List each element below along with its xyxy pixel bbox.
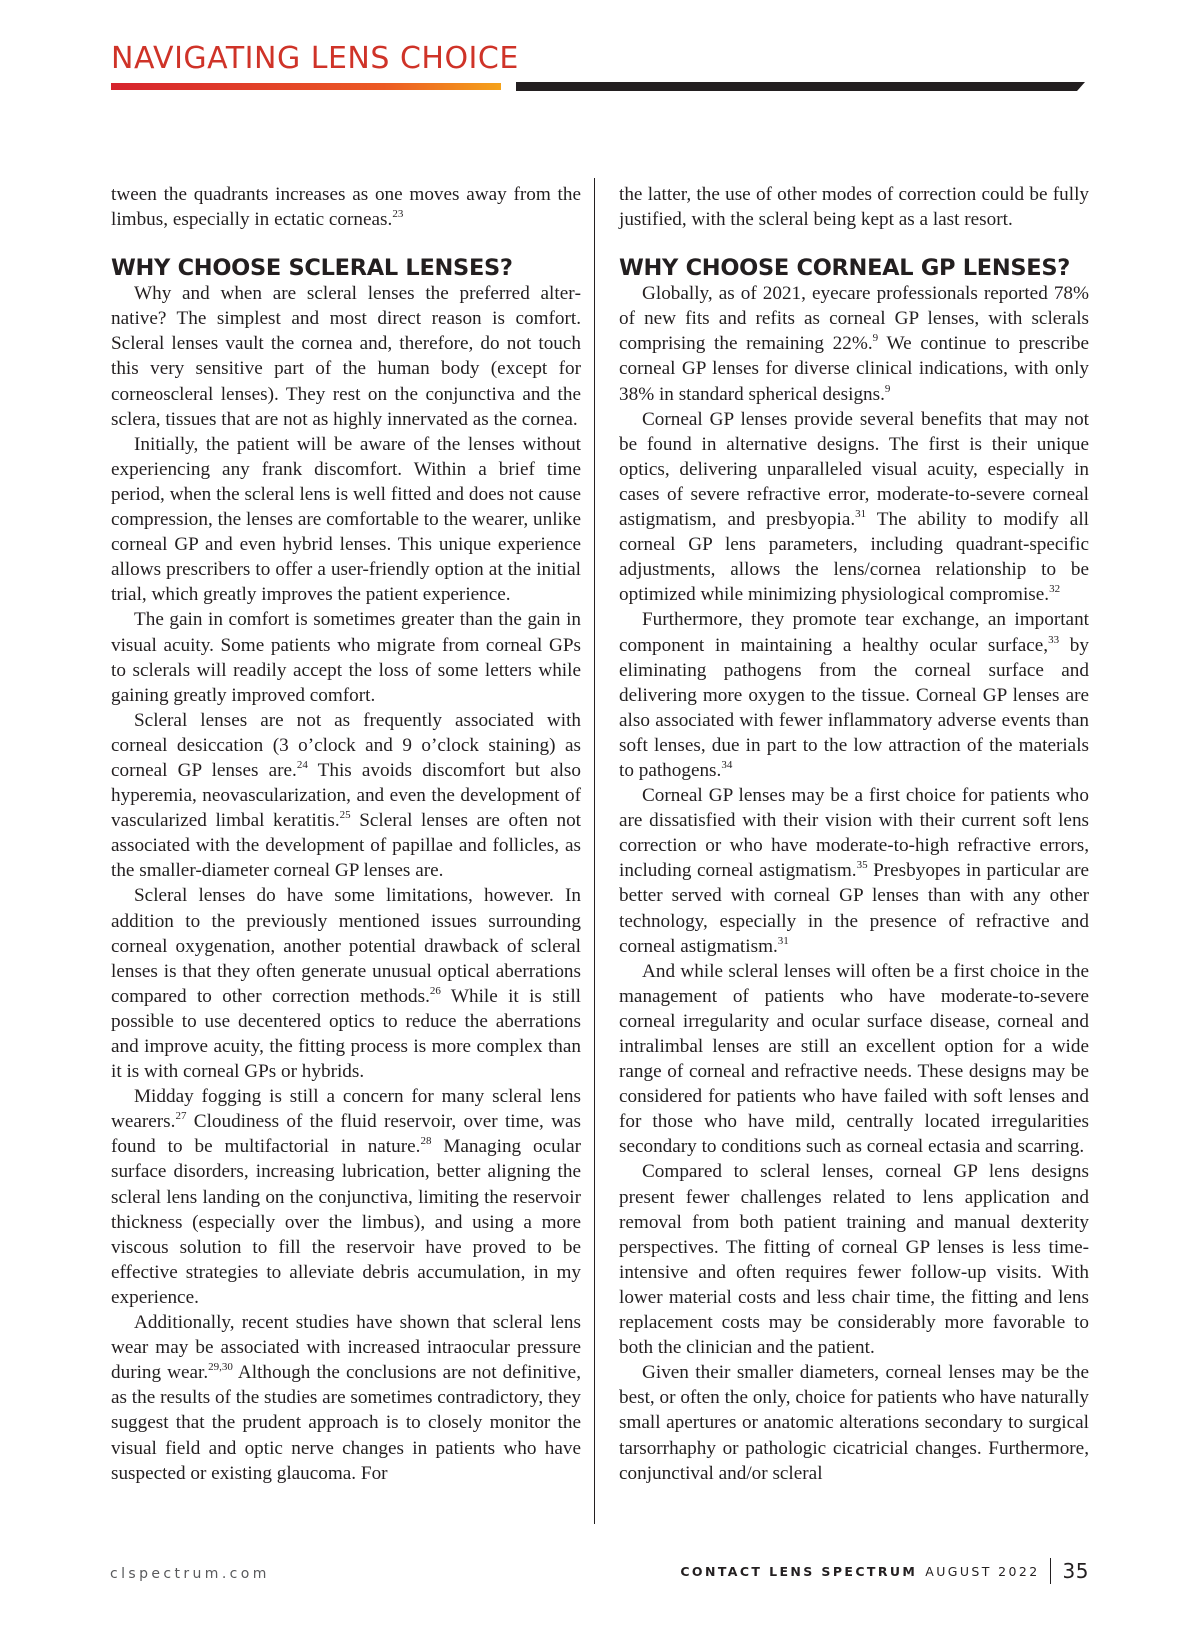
citation: 23 [392, 208, 404, 221]
citation: 29,30 [208, 1361, 233, 1374]
citation: 9 [884, 382, 891, 395]
paragraph: The gain in comfort is sometimes greater than the gain in visual acuity. Some patients who migrate from corneal GPs to sclerals will readily accept the loss of some letters while gaining greatly improved comfort. [111, 609, 581, 706]
paragraph: the latter, the use of other modes of correction could be fully justified, with the scleral being kept as a last resort. [619, 184, 1089, 231]
paragraph: Scleral lenses do have some limitations, however. In addition to the previously mentioned issues surrounding corneal oxygenation, another potential drawback of scleral lenses is that they often generate unusual optical aberrations compared to other correction methods.$^{26}$ While it is still possible to use decentered optics to reduce the aberrations and improve acuity, the fitting process is more complex than it is with corneal GPs or hybrids. [111, 885, 581, 1083]
citation: 27 [175, 1110, 187, 1123]
issue-date: AUGUST 2022 [925, 1563, 1040, 1579]
heading-scleral: WHY CHOOSE SCLERAL LENSES? [111, 255, 513, 282]
column-divider [594, 178, 595, 1524]
citation: 31 [855, 508, 867, 521]
citation: 25 [339, 809, 351, 822]
citation: 34 [721, 758, 733, 771]
journal-name: CONTACT LENS SPECTRUM [680, 1563, 918, 1579]
citation: 33 [1048, 633, 1060, 646]
paragraph: Given their smaller diameters, corneal lenses may be the best, or often the only, choice for patients who have naturally small apertures or anatomic alterations secondary to surgical tarsorrhaphy or pathologic cicatricial changes. Furthermore, conjunctival and/or scleral [619, 1362, 1089, 1484]
header-accent-bar [111, 83, 501, 90]
citation: 32 [1049, 583, 1061, 596]
paragraph: Why and when are scleral lenses the preferred alternative? The simplest and most direct reason is comfort. Scleral lenses vault the cornea and, therefore, do not touch this very sensitive part of the human body (except for corneoscleral lenses). They rest on the conjunctiva and the sclera, tissues that are not as highly innervated as the cornea. [111, 283, 581, 430]
left-column [111, 182, 581, 1486]
footer-right [680, 1558, 1089, 1584]
citation: 24 [296, 758, 308, 771]
paragraph: Compared to scleral lenses, corneal GP lens designs present fewer challenges related to lens application and removal from both patient training and manual dexterity perspectives. The fitting of corneal GP lenses is less time-intensive and often requires fewer follow-up visits. With lower material costs and less chair time, the fitting and lens replacement costs may be considerably more favorable to both the clinician and the patient. [619, 1161, 1089, 1359]
paragraph: Corneal GP lenses provide several benefits that may not be found in alternative designs. The first is their unique optics, delivering unparalleled visual acuity, especially in cases of severe refractive error, moderate-to-severe corneal astigmatism, and presbyopia.$^{31}$ The ability to modify all corneal GP lens parameters, including quadrant-specific adjustments, allows the lens/cornea relationship to be optimized while minimizing physiological compromise.$^{32}$ [619, 408, 1089, 606]
heading-corneal-gp: WHY CHOOSE CORNEAL GP LENSES? [619, 255, 1070, 282]
paragraph: Additionally, recent studies have shown that scleral lens wear may be associated with increased intraocular pressure during wear.$^{29,30}$ Although the conclusions are not definitive, as the results of the studies are sometimes contradictory, they suggest that the prudent approach is to closely monitor the visual field and optic nerve changes in patients who have suspected or existing glaucoma. For [111, 1312, 581, 1484]
paragraph: Midday fogging is still a concern for many scleral lens wearers.$^{27}$ Cloudiness of the fluid reservoir, over time, was found to be multifactorial in nature.$^{28}$ Managing ocular surface disorders, increasing lubrication, better aligning the scleral lens landing on the conjunctiva, limiting the reservoir thickness (especially over the limbus), and using a more viscous solution to fill the reservoir have proved to be effective strategies to alleviate debris accumulation, in my experience. [111, 1086, 581, 1308]
paragraph: And while scleral lenses will often be a first choice in the management of patients who have moderate-to-severe corneal irregularity and ocular surface disease, corneal and intralimbal lenses are still an excellent option for a wide range of corneal and refractive needs. These designs may be considered for patients who have failed with soft lenses and for those who have mild, centrally located irregularities secondary to conditions such as corneal ectasia and scarring. [619, 960, 1089, 1158]
paragraph: Scleral lenses are not as frequently associated with corneal desiccation (3 o’clock and 9 o’clock staining) as corneal GP lenses are.$^{24}$ This avoids discomfort but also hyperemia, neovascularization, and even the development of vascularized limbal keratitis.$^{25}$ Scleral lenses are often not associated with the development of papillae and follicles, as the smaller-diameter corneal GP lenses are. [111, 709, 582, 882]
right-column [619, 182, 1089, 1486]
citation: 35 [856, 859, 868, 872]
section-title: NAVIGATING LENS CHOICE [111, 41, 519, 76]
footer-url: clspectrum.com [110, 1566, 270, 1582]
paragraph: tween the quadrants increases as one moves away from the limbus, especially in ectatic corneas.$^{23}$ [111, 184, 581, 231]
citation: 28 [420, 1135, 432, 1148]
header-rule [516, 82, 1085, 91]
page-number: 35 [1062, 1559, 1089, 1583]
citation: 31 [777, 934, 789, 947]
footer-divider [1050, 1558, 1051, 1584]
paragraph: Corneal GP lenses may be a first choice for patients who are dissatisfied with their vision with their current soft lens correction or who have moderate-to-high refractive errors, including corneal astigmatism.$^{35}$ Presbyopes in particular are better served with corneal GP lenses than with any other technology, especially in the presence of refractive and corneal astigmatism.$^{31}$ [619, 785, 1089, 957]
citation: 9 [872, 332, 879, 345]
paragraph: Globally, as of 2021, eyecare professionals reported 78% of new fits and refits as corneal GP lenses, with sclerals comprising the remaining 22%.$^9$ We continue to prescribe corneal GP lenses for diverse clinical indications, with only 38% in standard spherical designs.$^9$ [619, 283, 1089, 405]
citation: 26 [429, 984, 441, 997]
paragraph: Initially, the patient will be aware of the lenses without experiencing any frank discomfort. Within a brief time period, when the scleral lens is well fitted and does not cause compression, the lenses are comfortable to the wearer, unlike corneal GP and even hybrid lenses. This unique experience allows prescribers to offer a user-friendly option at the initial trial, which greatly improves the patient experience. [111, 433, 581, 606]
paragraph: Furthermore, they promote tear exchange, an important component in maintaining a healthy ocular surface,$^{33}$ by eliminating pathogens from the corneal surface and delivering more oxygen to the tissue. Corneal GP lenses are also associated with fewer inflammatory adverse events than soft lenses, due in part to the low attraction of the materials to pathogens.$^{34}$ [619, 609, 1089, 781]
